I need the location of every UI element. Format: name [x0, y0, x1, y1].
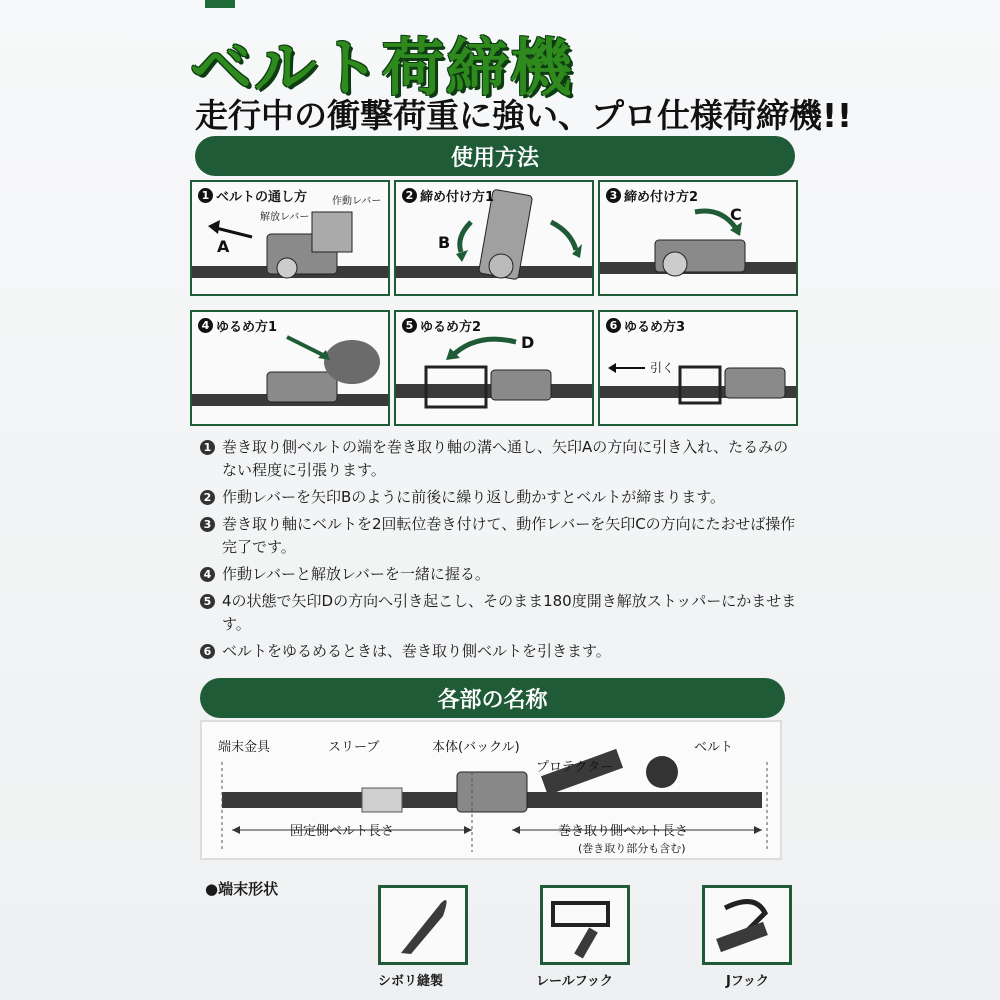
- label-fixed-length: 固定側ベルト長さ: [290, 824, 395, 839]
- step-number-icon: 1: [200, 440, 215, 455]
- step-number-icon: 5: [402, 318, 417, 333]
- end-label-rail-hook: レールフック: [536, 974, 613, 989]
- svg-text:C: C: [730, 205, 742, 224]
- product-subtitle: 走行中の衝撃荷重に強い、プロ仕様荷締機!!: [195, 96, 853, 135]
- instruction-step: 5 4の状態で矢印Dの方向へ引き起こし、そのまま180度開き解放ストッパーにかませます。: [200, 590, 800, 636]
- instruction-step: 6 ベルトをゆるめるときは、巻き取り側ベルトを引きます。: [200, 640, 800, 663]
- step-number-icon: 4: [200, 567, 215, 582]
- end-shape-rail-hook: [540, 885, 630, 965]
- label-protector: プロテクター: [536, 760, 614, 775]
- panel-label: ゆるめ方3: [624, 320, 686, 335]
- sewn-loop-icon: [381, 888, 465, 962]
- parts-header: 各部の名称: [200, 678, 785, 718]
- step-number-icon: 6: [200, 644, 215, 659]
- end-label-sewn: シボリ縫製: [378, 974, 444, 989]
- usage-header: 使用方法: [195, 136, 795, 176]
- svg-text:A: A: [217, 237, 230, 256]
- note-release-lever: 解放レバー: [260, 212, 310, 223]
- end-shape-j-hook: [702, 885, 792, 965]
- panel-2: [394, 180, 594, 296]
- end-label-j-hook: Jフック: [726, 974, 769, 989]
- step-number-icon: 5: [200, 594, 215, 609]
- label-sleeve: スリーブ: [328, 740, 380, 755]
- instruction-step: 3 巻き取り軸にベルトを2回転位巻き付けて、動作レバーを矢印Cの方向にたおせば操作完了です。: [200, 513, 800, 559]
- top-strip: [205, 0, 235, 8]
- rail-hook-icon: [543, 888, 627, 962]
- step-number-icon: 4: [198, 318, 213, 333]
- step-number-icon: 2: [200, 490, 215, 505]
- end-shapes-title: ●端末形状: [205, 880, 279, 898]
- j-hook-icon: [705, 888, 789, 962]
- svg-text:B: B: [438, 233, 451, 252]
- panel-1: [190, 180, 390, 296]
- step-number-icon: 1: [198, 188, 213, 203]
- instruction-steps: [200, 436, 800, 667]
- parts-diagram: [200, 720, 782, 860]
- panel-3: [598, 180, 798, 296]
- step-number-icon: 2: [402, 188, 417, 203]
- label-buckle: 本体(バックル): [432, 740, 520, 755]
- step-number-icon: 3: [606, 188, 621, 203]
- instruction-step: 1 巻き取り側ベルトの端を巻き取り軸の溝へ通し、矢印Aの方向に引き入れ、たるみのない程度に引張ります。: [200, 436, 800, 482]
- step-number-icon: 6: [606, 318, 621, 333]
- panel-4: [190, 310, 390, 426]
- note-pull: 引く: [650, 361, 675, 375]
- label-wind-note: (巻き取り部分も含む): [578, 842, 686, 855]
- panel-label: ゆるめ方1: [216, 320, 278, 335]
- panel-6: [598, 310, 798, 426]
- instruction-step: 2 作動レバーを矢印Bのように前後に繰り返し動かすとベルトが締まります。: [200, 486, 800, 509]
- instruction-step: 4 作動レバーと解放レバーを一緒に握る。: [200, 563, 800, 586]
- product-title: ベルト荷締機: [190, 31, 575, 104]
- label-wind-length: 巻き取り側ベルト長さ: [558, 824, 689, 839]
- panel-label: 締め付け方1: [420, 190, 495, 205]
- panel-label: ベルトの通し方: [216, 190, 308, 205]
- usage-panels: [190, 180, 800, 432]
- label-end-fitting: 端末金具: [218, 740, 271, 755]
- panel-label: ゆるめ方2: [420, 320, 482, 335]
- end-shape-sewn: [378, 885, 468, 965]
- step-number-icon: 3: [200, 517, 215, 532]
- panel-label: 締め付け方2: [624, 190, 699, 205]
- svg-text:D: D: [521, 333, 535, 352]
- label-belt: ベルト: [694, 740, 734, 755]
- panel-5: [394, 310, 594, 426]
- note-actuation-lever: 作動レバー: [332, 196, 382, 207]
